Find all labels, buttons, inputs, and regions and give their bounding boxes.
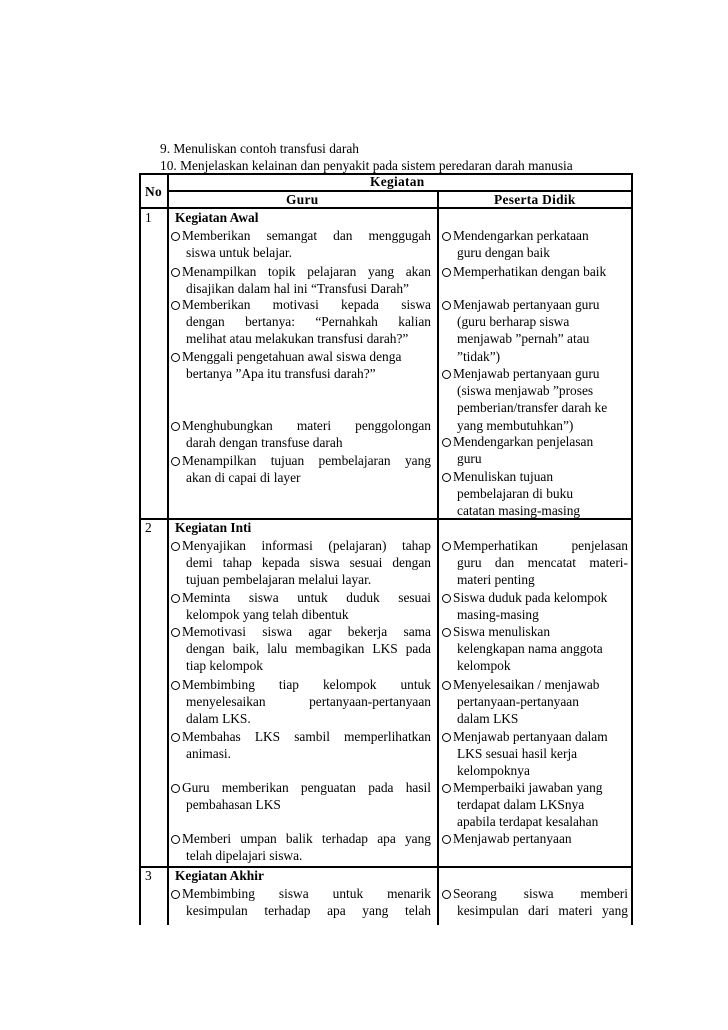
peserta-item-line: Mendengarkan penjelasan (453, 434, 594, 449)
peserta-item-line: ”tidak”) (457, 348, 501, 364)
peserta-activity-item (453, 537, 628, 589)
guru-activity-item (182, 885, 431, 919)
peserta-activity-item (453, 728, 628, 780)
peserta-item-line: Siswa menuliskan (453, 624, 551, 639)
peserta-bullet-icon (442, 542, 451, 551)
guru-bullet-icon (171, 784, 180, 793)
guru-activity-item (182, 779, 431, 813)
peserta-item-line: Memperhatikan penjelasan (453, 538, 628, 553)
guru-activity-item (182, 728, 431, 762)
guru-item-line: Guru memberikan penguatan pada hasil (182, 780, 431, 795)
section-title-awal: Kegiatan Awal (175, 210, 259, 225)
guru-item-line: tujuan pembelajaran melalui layar. (186, 572, 372, 588)
guru-activity-item (182, 227, 431, 261)
guru-item-line: disajikan dalam hal ini “Transfusi Darah” (186, 281, 409, 297)
peserta-item-line: guru (457, 451, 482, 467)
peserta-bullet-icon (442, 301, 451, 310)
peserta-item-line: dalam LKS (457, 711, 519, 727)
peserta-item-line: menjawab ”pernah” atau (457, 331, 590, 347)
guru-bullet-icon (171, 681, 180, 690)
peserta-item-line: Menjawab pertanyaan guru (453, 366, 600, 381)
peserta-activity-item (453, 885, 628, 919)
guru-activity-item (182, 830, 431, 864)
peserta-bullet-icon (442, 594, 451, 603)
guru-activity-item (182, 263, 431, 297)
guru-item-line: Meminta siswa untuk duduk sesuai (182, 590, 431, 605)
peserta-item-line: guru dengan baik (457, 245, 550, 261)
peserta-item-line: apabila terdapat kesalahan (457, 814, 599, 830)
peserta-activity-item (453, 296, 628, 365)
guru-activity-item (182, 676, 431, 728)
guru-activity-item (182, 537, 431, 589)
no-column-line (167, 173, 169, 925)
peserta-item-line: Memperbaiki jawaban yang (453, 780, 603, 795)
peserta-bullet-icon (442, 784, 451, 793)
guru-bullet-icon (171, 457, 180, 466)
guru-item-line: Membahas LKS sambil memperlihatkan (182, 729, 431, 744)
row-number-1: 1 (145, 210, 152, 225)
guru-item-line: bertanya ”Apa itu transfusi darah?” (186, 366, 376, 382)
guru-item-line: Membimbing tiap kelompok untuk (182, 677, 431, 692)
guru-item-line: Membimbing siswa untuk menarik (182, 886, 431, 901)
guru-item-line: Menampilkan topik pelajaran yang akan (182, 264, 431, 279)
guru-bullet-icon (171, 542, 180, 551)
peserta-item-line: Menjawab pertanyaan guru (453, 297, 600, 312)
guru-item-line: Menghubungkan materi penggolongan (182, 418, 431, 433)
guru-bullet-icon (171, 422, 180, 431)
guru-bullet-icon (171, 268, 180, 277)
guru-item-line: siswa untuk belajar. (186, 245, 292, 261)
peserta-item-line: Seorang siswa memberi (453, 886, 628, 901)
objectives-list (160, 140, 573, 174)
section-title-akhir: Kegiatan Akhir (175, 868, 264, 883)
guru-item-line: menyelesaikan pertanyaan-pertanyaan (186, 694, 431, 710)
guru-item-line: animasi. (186, 746, 231, 762)
peserta-bullet-icon (442, 733, 451, 742)
peserta-item-line: terdapat dalam LKSnya (457, 797, 585, 813)
guru-bullet-icon (171, 594, 180, 603)
guru-item-line: melihat atau melakukan transfusi darah?” (186, 331, 409, 347)
guru-item-line: Memotivasi siswa agar bekerja sama (182, 624, 431, 639)
row-number-3: 3 (145, 868, 152, 883)
peserta-item-line: pertanyaan-pertanyaan (457, 694, 579, 710)
guru-item-line: Memberikan semangat dan menggugah (182, 228, 431, 243)
guru-item-line: pembahasan LKS (186, 797, 281, 813)
peserta-bullet-icon (442, 835, 451, 844)
guru-bullet-icon (171, 628, 180, 637)
guru-item-line: Menampilkan tujuan pembelajaran yang (182, 453, 431, 468)
peserta-activity-item (453, 433, 628, 467)
guru-activity-item (182, 417, 431, 451)
peserta-bullet-icon (442, 232, 451, 241)
peserta-activity-item (453, 589, 628, 623)
peserta-item-line: pemberian/transfer darah ke (457, 400, 608, 416)
peserta-item-line: Memperhatikan dengan baik (453, 264, 607, 279)
peserta-item-line: kesimpulan dari materi yang (457, 903, 628, 919)
peserta-bullet-icon (442, 473, 451, 482)
guru-item-line: telah dipelajari siswa. (186, 848, 303, 864)
guru-item-line: kesimpulan terhadap apa yang telah (186, 903, 431, 919)
guru-item-line: Memberikan motivasi kepada siswa (182, 297, 431, 312)
peserta-activity-item (453, 830, 628, 847)
header-guru: Guru (286, 192, 319, 207)
guru-item-line: darah dengan transfuse darah (186, 435, 343, 451)
peserta-item-line: kelengkapan nama anggota (457, 641, 603, 657)
guru-item-line: Memberi umpan balik terhadap apa yang (182, 831, 431, 846)
header-kegiatan: Kegiatan (370, 174, 425, 189)
guru-bullet-icon (171, 733, 180, 742)
guru-bullet-icon (171, 301, 180, 310)
guru-bullet-icon (171, 232, 180, 241)
peserta-item-line: Menjawab pertanyaan (453, 831, 572, 846)
peserta-bullet-icon (442, 438, 451, 447)
peserta-item-line: catatan masing-masing (457, 503, 581, 519)
guru-activity-item (182, 623, 431, 675)
peserta-activity-item (453, 227, 628, 261)
guru-item-line: tiap kelompok (186, 658, 263, 674)
peserta-item-line: Siswa duduk pada kelompok (453, 590, 608, 605)
peserta-item-line: (siswa menjawab ”proses (457, 383, 594, 399)
peserta-item-line: Mendengarkan perkataan (453, 228, 589, 243)
guru-bullet-icon (171, 835, 180, 844)
peserta-item-line: Menjawab pertanyaan dalam (453, 729, 608, 744)
guru-activity-item (182, 296, 431, 348)
peserta-item-line: kelompok (457, 658, 511, 674)
peserta-item-line: LKS sesuai hasil kerja (457, 746, 578, 762)
peserta-bullet-icon (442, 628, 451, 637)
peserta-item-line: kelompoknya (457, 763, 530, 779)
peserta-item-line: materi penting (457, 572, 535, 588)
row-number-2: 2 (145, 520, 152, 535)
guru-item-line: dengan baik, lalu membagikan LKS pada (186, 641, 431, 657)
guru-item-line: akan di capai di layer (186, 470, 301, 486)
peserta-bullet-icon (442, 681, 451, 690)
header-peserta-didik: Peserta Didik (494, 192, 576, 207)
peserta-item-line: (guru berharap siswa (457, 314, 570, 330)
section-title-inti: Kegiatan Inti (175, 520, 252, 535)
peserta-item-line: Menyelesaikan / menjawab (453, 677, 600, 692)
guru-item-line: kelompok yang telah dibentuk (186, 607, 349, 623)
guru-activity-item (182, 589, 431, 623)
guru-item-line: demi tahap kepada siswa sesuai dengan (186, 555, 431, 571)
peserta-activity-item (453, 365, 628, 434)
guru-item-line: dengan bertanya: “Pernahkah kalian (186, 314, 431, 330)
guru-activity-item (182, 452, 431, 486)
peserta-activity-item (453, 263, 628, 280)
guru-peserta-divider (437, 190, 439, 925)
objective-10: 10. Menjelaskan kelainan dan penyakit pada sistem peredaran darah manusia (160, 158, 573, 173)
guru-bullet-icon (171, 890, 180, 899)
peserta-bullet-icon (442, 268, 451, 277)
header-no: No (145, 184, 162, 199)
peserta-item-line: yang membutuhkan”) (457, 417, 574, 433)
peserta-item-line: pembelajaran di buku (457, 486, 574, 502)
peserta-activity-item (453, 779, 628, 831)
guru-item-line: Menggali pengetahuan awal siswa denga (182, 349, 402, 364)
peserta-item-line: guru dan mencatat materi- (457, 555, 628, 571)
peserta-item-line: masing-masing (457, 607, 539, 623)
guru-bullet-icon (171, 353, 180, 362)
peserta-bullet-icon (442, 890, 451, 899)
guru-item-line: dalam LKS. (186, 711, 251, 727)
peserta-activity-item (453, 468, 628, 520)
objective-9: 9. Menuliskan contoh transfusi darah (160, 141, 359, 156)
peserta-item-line: Menuliskan tujuan (453, 469, 554, 484)
guru-item-line: Menyajikan informasi (pelajaran) tahap (182, 538, 431, 553)
peserta-activity-item (453, 676, 628, 728)
peserta-bullet-icon (442, 370, 451, 379)
guru-activity-item (182, 348, 431, 382)
peserta-activity-item (453, 623, 628, 675)
